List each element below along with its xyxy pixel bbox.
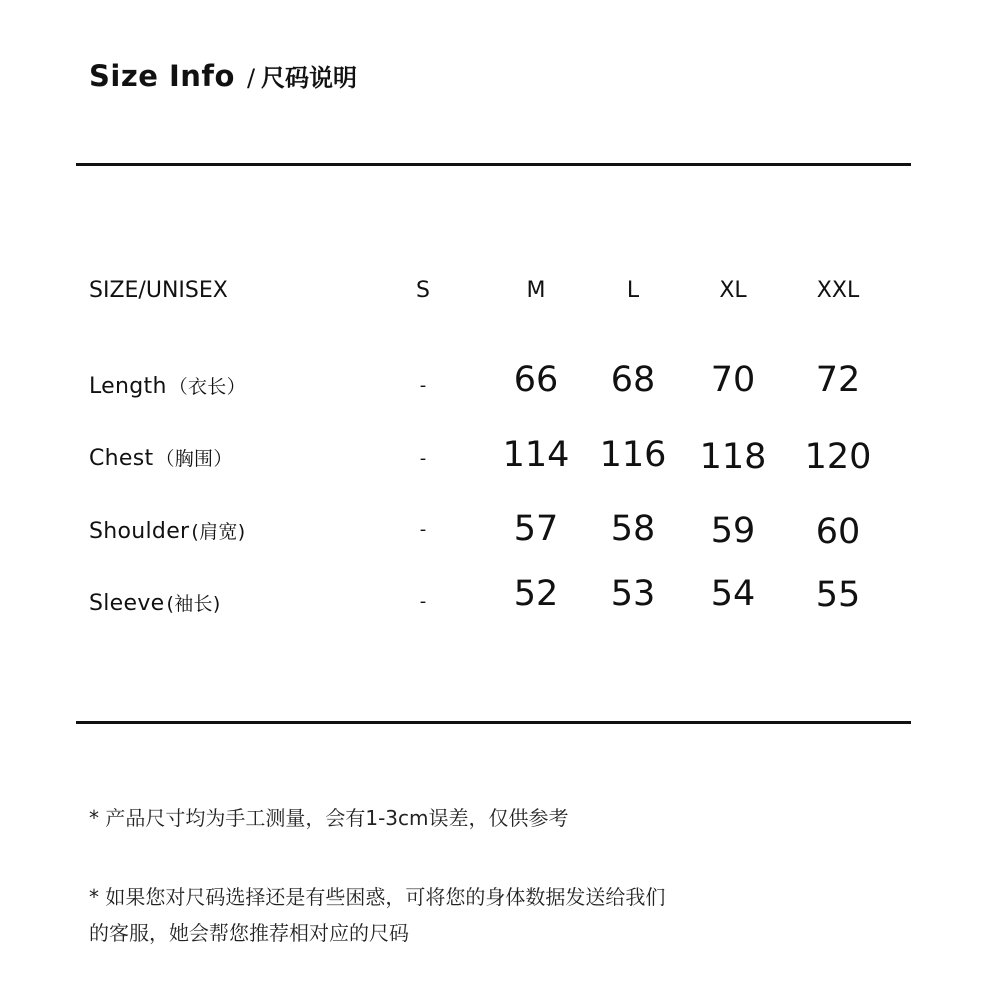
note-measurement: * 产品尺寸均为手工测量，会有1-3cm误差，仅供参考 (89, 806, 569, 830)
row-label-sleeve: Sleeve (袖长) (89, 591, 221, 616)
bottom-divider (76, 721, 911, 724)
title-chinese: 尺码说明 (261, 64, 358, 92)
row-label-chest: Chest （胸围） (89, 446, 233, 471)
row-label-length: Length （衣长） (89, 374, 246, 399)
top-divider (76, 163, 911, 166)
note-customer-service-line2: 的客服，她会帮您推荐相对应的尺码 (89, 921, 409, 945)
title-english: Size Info (89, 59, 235, 93)
note-customer-service (89, 879, 665, 951)
title-separator: / (246, 64, 256, 92)
page-title (89, 56, 357, 101)
row-label-shoulder: Shoulder (肩宽) (89, 519, 246, 544)
note-customer-service-line1: * 如果您对尺码选择还是有些困惑，可将您的身体数据发送给我们 (89, 885, 666, 909)
header-size-unisex: SIZE/UNISEX (89, 278, 228, 303)
